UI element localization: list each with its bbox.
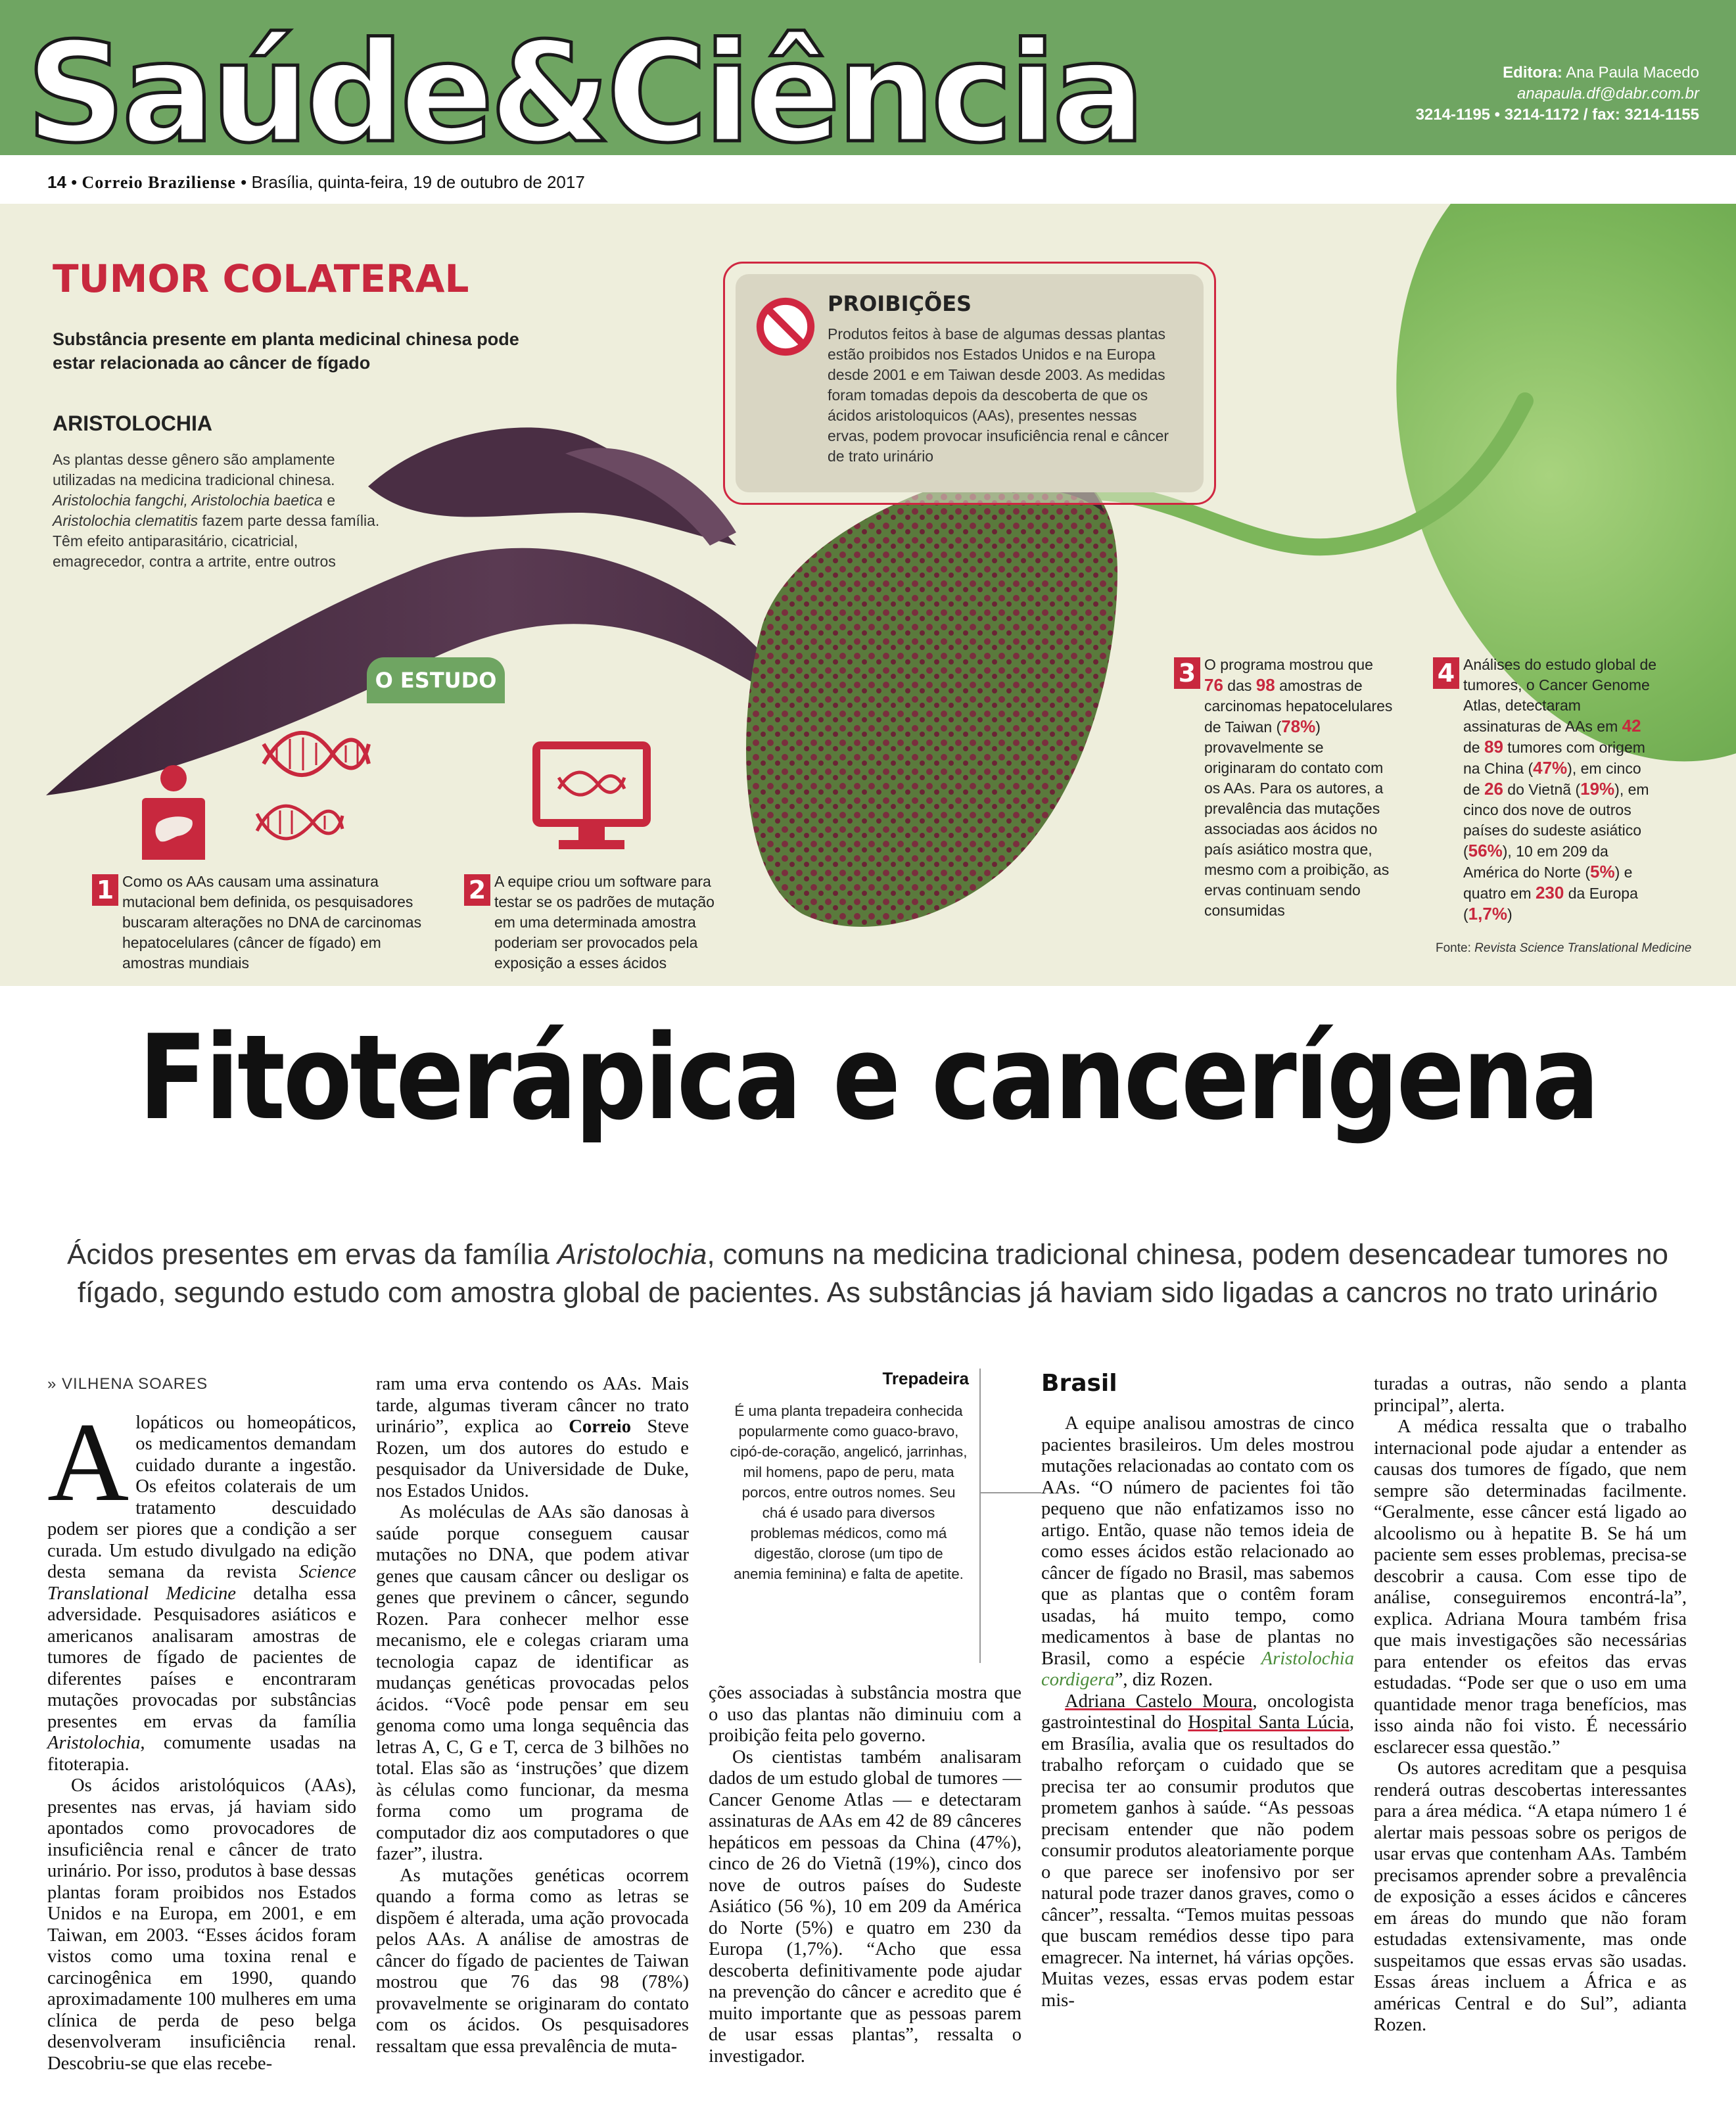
step-value: 89	[1484, 737, 1503, 757]
step-value: 5%	[1590, 862, 1615, 881]
article-paragraph: A médica ressalta que o trabalho internacional pode ajudar a entender as causas dos tumores de fígado, que nem sempre são determinadas facilmente. “Geralmente, esse câncer está ligado ao alcoolismo ou à hepatite B. Se há um paciente sem esses problemas, precisa-se descobrir a causa. Com esse tipo de análise, conseguiremos encontrá-la”, explica. Adriana Moura também frisa que mais investigações são necessárias para entender os efeitos das ervas estudadas. “Pode ser que o uso em uma quantidade menor traga benefícios, mas isso ainda não foi visto. É necessário esclarecer essa questão.”	[1374, 1417, 1687, 1758]
article-paragraph: Os ácidos aristolóquicos (AAs), presentes nas ervas, já haviam sido apontados como provocadores de insuficiência renal e câncer de trato urinário. Por isso, produtos à base dessas plantas foram proibidos nos Estados Unidos e na Europa, em 2001, e em Taiwan, em 2003. “Esses ácidos foram vistos como uma toxina renal e carcinogênica em 1990, quando aproximadamente 100 mulheres em uma clínica de perda de peso belga desenvolveram insuficiência renal. Descobriu-se que elas recebe-	[47, 1775, 356, 2074]
step-text-part: de	[1463, 739, 1484, 756]
source-credit	[1436, 941, 1691, 956]
article-column-2	[376, 1374, 689, 2057]
step-value: 230	[1535, 883, 1564, 902]
deck-part: Ácidos presentes em ervas da família	[67, 1238, 557, 1271]
sidebar-connector	[981, 1492, 1041, 1493]
dateline: 14 • Correio Braziliense • Brasília, quinta-feira, 19 de outubro de 2017	[47, 172, 585, 192]
paragraph-part: Steve Rozen, um dos autores do estudo e pesquisador da Universidade de Duke, nos Estados Unidos.	[376, 1417, 689, 1501]
step-value: 47%	[1533, 758, 1568, 778]
article-paragraph	[1041, 1691, 1354, 2012]
species-name: Aristolochia cordigera	[1041, 1648, 1354, 1690]
step-3-number: 3	[1174, 657, 1200, 689]
editor-info	[1416, 62, 1699, 126]
article-deck	[66, 1236, 1670, 1312]
article-paragraph	[1041, 1413, 1354, 1691]
deck-italic: Aristolochia	[557, 1238, 707, 1271]
paragraph-part: , oncologista gastrointestinal do	[1041, 1691, 1355, 1733]
sidebar-heading: Trepadeira	[882, 1369, 969, 1388]
paragraph-part: , em Brasília, avalia que os resultados do trabalho reforçam o cuidado que se precisa ter ao consumir produtos que prometem ganhos à saúde. “As pessoas precisam entender que não podem consumir produtos aleatoriamente porque o que parece ser inofensivo por ser natural pode trazer danos graves, como o câncer”, ressalta. “Temos muitas pessoas que buscam remédios desse tipo para emagrecer. Na internet, há várias opções. Muitas vezes, essas ervas podem estar mis-	[1041, 1712, 1354, 2011]
step-text-part: ) provavelmente se originaram do contato com os AAs. Para os autores, a prevalência das mutações associadas aos ácidos no país asiático mostra que, mesmo com a proibição, as ervas continuam sendo consumidas	[1204, 718, 1390, 919]
step-value: 78%	[1281, 716, 1316, 736]
step-value: 98	[1255, 675, 1275, 695]
paragraph-part: detalha essa adversidade. Pesquisadores asiáticos e americanos analisaram amostras de tumores de fígado de pacientes de diferentes países e encontraram mutações provocadas por substâncias presentes em ervas da família	[47, 1583, 356, 1732]
article-column-3	[709, 1683, 1021, 2067]
brasil-subheading: Brasil	[1041, 1370, 1117, 1397]
step-text-part: )	[1507, 906, 1513, 923]
article-paragraph: turadas a outras, não sendo a planta principal”, alerta.	[1374, 1374, 1687, 1416]
aristolochia-text-part: As plantas desse gênero são amplamente utilizadas na medicina tradicional chinesa.	[53, 451, 335, 488]
step-value: 26	[1484, 779, 1503, 799]
trepadeira-sidebar	[728, 1369, 981, 1663]
step-text-part: ), em cinco de	[1463, 760, 1641, 798]
paragraph-part: ram uma erva contendo os AAs. Mais tarde, algumas tiveram câncer no trato urinário”, explica ao	[376, 1374, 689, 1437]
deck-part: , comuns na medicina tradicional chinesa, podem desencadear tumores no fígado, segundo estudo com amostra global de pacientes. As substâncias já haviam sido ligadas a cancros no trato urinário	[77, 1238, 1668, 1309]
source-label: Fonte:	[1436, 941, 1475, 955]
proibicoes-panel	[736, 274, 1204, 492]
aristolochia-text-part: e	[322, 492, 335, 509]
hospital-name: Hospital Santa Lúcia	[1188, 1712, 1349, 1733]
editor-label: Editora:	[1503, 64, 1562, 82]
sidebar-text: É uma planta trepadeira conhecida popularmente como guaco-bravo, cipó-de-coração, angelicó, jarrinhas, mil homens, papo de peru, mata porcos, entre outros nomes. Seu chá é usado para diversos problemas médicos, como má digestão, clorose (um tipo de anemia feminina) e falta de apetite.	[730, 1403, 968, 1582]
step-2-text: A equipe criou um software para testar se os padrões de mutação em uma determinada amostra poderiam ser provocados pela exposição a esses ácidos	[494, 873, 715, 972]
article-paragraph	[47, 1399, 356, 1776]
infographic-title: TUMOR COLATERAL	[53, 256, 469, 301]
paragraph-part: ”, diz Rozen.	[1114, 1670, 1213, 1690]
dna-icon	[260, 724, 372, 784]
article-paragraph: As mutações genéticas ocorrem quando a forma como as letras se dispõem é alterada, uma ação provocada pelos AAs. A análise de amostras de câncer do fígado de pacientes de Taiwan mostrou que 76 das 98 (78%) provavelmente se originaram do contato com os ácidos. Os pesquisadores ressaltam que essa prevalência de muta-	[376, 1865, 689, 2057]
step-4-text	[1463, 655, 1660, 925]
article-column-1	[47, 1374, 356, 2074]
step-text-part: da Europa (	[1463, 885, 1638, 923]
step-value: 76	[1204, 675, 1223, 695]
step-1-text: Como os AAs causam uma assinatura mutacional bem definida, os pesquisadores buscaram alterações no DNA de carcinomas hepatocelulares (câncer de fígado) em amostras mundiais	[122, 873, 422, 972]
newspaper-mention: Correio	[569, 1417, 632, 1437]
article-paragraph	[376, 1374, 689, 1502]
computer-monitor-icon	[532, 741, 651, 853]
paragraph-part: , comumente usadas na fitoterapia.	[47, 1733, 356, 1775]
source-name: Revista Science Translational Medicine	[1474, 941, 1692, 955]
article-paragraph: ções associadas à substância mostra que o uso das plantas não diminuiu com a proibição feita pelo governo.	[709, 1683, 1021, 1746]
newspaper-name: Correio Braziliense	[82, 173, 236, 192]
step-text-part: O programa mostrou que	[1204, 656, 1373, 673]
step-text-part: do Vietnã (	[1503, 781, 1581, 798]
step-text-part: Análises do estudo global de tumores, o Cancer Genome Atlas, detectaram assinaturas de AAs em	[1463, 656, 1657, 735]
step-text-part: amostras de carcinomas hepatocelulares de Taiwan (	[1204, 677, 1393, 736]
editor-name: Ana Paula Macedo	[1566, 64, 1699, 82]
article-column-5	[1374, 1374, 1687, 2036]
step-2-number: 2	[464, 874, 490, 906]
article-headline: Fitoterápica e cancerígena	[138, 1010, 1598, 1146]
infographic	[0, 204, 1736, 986]
step-value: 19%	[1580, 779, 1615, 799]
step-value: 56%	[1468, 841, 1503, 860]
step-3-text	[1204, 655, 1395, 921]
proibicoes-text: Produtos feitos à base de algumas dessas plantas estão proibidos nos Estados Unidos e na Europa desde 2001 e em Taiwan desde 2003. As medidas foram tomadas depois da descoberta de que os ácidos aristoloquicos (AAs), presentes nessas ervas, podem provocar insuficiência renal e câncer de trato urinário	[828, 325, 1169, 465]
step-text-part: ), em cinco dos nove de outros países do sudeste asiático (	[1463, 781, 1649, 860]
article-paragraph: As moléculas de AAs são danosas à saúde porque conseguem causar mutações no DNA, que podem ativar genes que causam câncer ou desligar os genes que previnem o câncer, segundo Rozen. Para conhecer melhor esse mecanismo, ele e colegas criaram uma tecnologia capaz de identificar as mudanças genéticas provocadas pelos ácidos. “Você pode pensar em seu genoma como uma longa sequência das letras A, C, G e T, cerca de 3 bilhões no total. Elas são as ‘instruções’ que dizem às células como funcionar, da mesma forma como um programa de computador diz aos computadores o que fazer”, ilustra.	[376, 1502, 689, 1864]
aristolochia-species: Aristolochia fangchi, Aristolochia baetica	[53, 492, 323, 509]
aristolochia-text-part: fazem parte dessa família. Têm efeito antiparasitário, cicatricial, emagrecedor, contra a artrite, entre outros	[53, 512, 380, 570]
step-value: 1,7%	[1468, 904, 1507, 924]
prohibited-icon	[755, 296, 816, 357]
plant-family: Aristolochia	[47, 1733, 141, 1753]
step-text-part: ) e quatro em	[1463, 864, 1633, 902]
byline: » VILHENA SOARES	[47, 1375, 208, 1393]
aristolochia-species: Aristolochia clematitis	[53, 512, 199, 529]
article-paragraph: Os cientistas também analisaram dados de um estudo global de tumores — Cancer Genome Atlas — e detectaram assinaturas de AAs em 42 de 89 cânceres hepáticos em pessoas da China (47%), cinco de 26 do Vietnã (19%), cinco dos nove de outros países do Sudeste Asiático (56 %), 10 em 209 da América do Norte (5%) e quatro em 230 da Europa (1,7%). “Acho que essa descoberta definitivamente pode ajudar na prevenção do câncer e acredito que é muito importante que as pessoas parem de usar essas plantas”, ressalta o investigador.	[709, 1746, 1021, 2067]
step-text-part: tumores com origem na China (	[1463, 739, 1645, 777]
drop-cap: A	[47, 1399, 129, 1525]
step-text-part: ), 10 em 209 da América do Norte (	[1463, 843, 1608, 881]
estudo-tag: O ESTUDO	[367, 657, 505, 703]
article-paragraph: Os autores acreditam que a pesquisa renderá outras descobertas interessantes para a área médica. “A etapa número 1 é alertar mais pessoas sobre os perigos de usar ervas que contenham AAs. Também precisamos aprender sobre a prevalência de exposição a esses ácidos e cânceres em áreas do mundo que não foram estudadas extensivamente, mas onde suspeitamos que essas ervas são usadas. Essas áreas incluem a África e as américas Central e do Sul”, adianta Rozen.	[1374, 1758, 1687, 2035]
dna-icon	[254, 799, 346, 845]
paragraph-part: lopáticos ou homeopáticos, os medicamentos demandam cuidado durante a ingestão. Os efeitos colaterais de um tratamento descuidado podem ser piores que a condição a ser curada. Um estudo divulgado na edição desta semana da revista	[47, 1412, 356, 1582]
doctor-name: Adriana Castelo Moura	[1065, 1691, 1253, 1712]
aristolochia-heading: ARISTOLOCHIA	[53, 411, 212, 435]
page-number: 14	[47, 172, 66, 192]
step-text-part: das	[1223, 677, 1256, 694]
infographic-subtitle: Substância presente em planta medicinal chinesa pode estar relacionada ao câncer de fígado	[53, 329, 519, 373]
aristolochia-text	[53, 450, 394, 572]
article-column-4	[1041, 1413, 1354, 2011]
editor-email[interactable]: anapaula.df@dabr.com.br	[1517, 85, 1699, 103]
step-4-number: 4	[1433, 657, 1459, 689]
paragraph-part: A equipe analisou amostras de cinco pacientes brasileiros. Um deles mostrou mutações relacionadas ao contato com os AAs. “O número de pacientes foi tão pequeno que não enfatizamos isso no artigo. Então, quase não temos ideia de como esses ácidos estão relacionado ao câncer de fígado no Brasil, mas sabemos que as plantas que o contêm foram usadas, há muito tempo, como medicamentos à base de plantas no Brasil, como a espécie	[1041, 1413, 1354, 1669]
section-title: Saúde&Ciência	[26, 12, 1142, 174]
proibicoes-box	[723, 262, 1216, 505]
journal-name: Science Translational Medicine	[47, 1562, 356, 1604]
place-date: Brasília, quinta-feira, 19 de outubro de 2017	[251, 172, 585, 192]
person-liver-icon	[134, 762, 213, 861]
step-1-number: 1	[92, 874, 118, 906]
editor-phones: 3214-1195 • 3214-1172 / fax: 3214-1155	[1415, 106, 1699, 124]
proibicoes-heading: PROIBIÇÕES	[828, 291, 972, 316]
step-value: 42	[1622, 716, 1641, 736]
